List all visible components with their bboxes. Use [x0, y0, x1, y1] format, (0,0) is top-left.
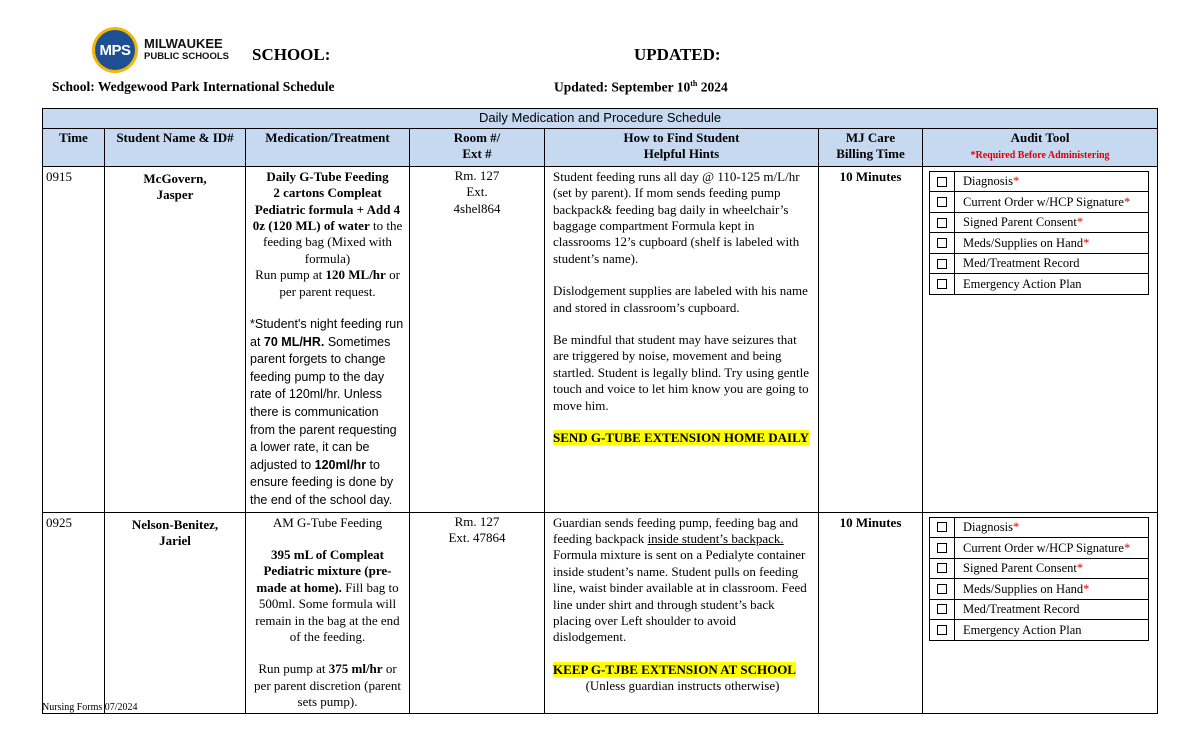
audit-label: Signed Parent Consent [963, 215, 1077, 230]
row-billing-time: 10 Minutes [819, 512, 923, 713]
updated-date-line [554, 79, 728, 96]
pump-prefix: Run pump at [255, 267, 326, 283]
updated-label: UPDATED: [634, 45, 721, 64]
row-billing-time: 10 Minutes [819, 166, 923, 512]
col-medication: Medication/Treatment [246, 129, 410, 167]
med-bold: 395 mL of Compleat Pediatric mixture (pre-made at home). [256, 547, 392, 595]
row-hints [545, 512, 819, 713]
audit-item-treatment-record[interactable] [930, 600, 1148, 621]
mps-logo-badge [92, 27, 138, 73]
audit-item-parent-consent[interactable] [930, 213, 1148, 234]
audit-item-meds-supplies[interactable] [930, 233, 1148, 254]
checkbox-icon[interactable] [937, 604, 947, 614]
note-rate1: 70 ML/HR. [263, 334, 325, 349]
audit-label: Meds/Supplies on Hand [963, 235, 1084, 250]
med-pump [250, 267, 405, 300]
required-star: * [1076, 215, 1084, 230]
med-bold: 2 cartons Compleat Pediatric formula + Add 4 0z (120 ML) of water [252, 185, 401, 234]
note-part3: to ensure feeding is done by the end of the school day. [250, 457, 394, 507]
hint-highlight [553, 430, 812, 446]
table-row [43, 166, 1158, 512]
student-last-name: Nelson-Benitez, [131, 516, 219, 532]
med-after-bold: to the feeding bag (Mixed with formula) [263, 218, 403, 266]
col-student-name: Student Name & ID# [105, 129, 246, 167]
audit-label: Signed Parent Consent [963, 561, 1077, 576]
hint-text: Guardian sends feeding pump, feeding bag and feeding backpack [553, 514, 799, 546]
checkbox-icon[interactable] [937, 197, 947, 207]
table-title: Daily Medication and Procedure Schedule [43, 109, 1158, 129]
audit-label: Diagnosis [963, 174, 1013, 189]
checkbox-icon[interactable] [937, 177, 947, 187]
school-name-line: School: Wedgewood Park International Schedule [52, 79, 335, 94]
checkbox-icon[interactable] [937, 584, 947, 594]
row-audit-tool [923, 512, 1158, 713]
audit-checklist [929, 171, 1149, 295]
audit-label: Emergency Action Plan [963, 622, 1082, 637]
required-star: * [1083, 581, 1090, 596]
checkbox-icon[interactable] [937, 625, 947, 635]
medication-schedule-table [42, 108, 1158, 714]
updated-date-prefix: Updated: September 10 [554, 79, 691, 95]
audit-item-diagnosis[interactable] [930, 172, 1148, 193]
audit-label: Emergency Action Plan [963, 276, 1082, 291]
audit-item-emergency-plan[interactable] [930, 274, 1148, 295]
audit-item-treatment-record[interactable] [930, 254, 1148, 275]
hint-underlined: inside student’s backpack. [647, 531, 784, 546]
row-student-name [105, 512, 246, 713]
footer-form-id: Nursing Forms 07/2024 [42, 702, 138, 713]
med-instructions [250, 185, 405, 267]
audit-checklist [929, 517, 1149, 641]
audit-label: Meds/Supplies on Hand [963, 581, 1084, 596]
audit-item-diagnosis[interactable] [930, 518, 1148, 539]
required-star: * [1123, 194, 1131, 209]
checkbox-icon[interactable] [937, 543, 947, 553]
col-room-line1: Room #/ [453, 130, 501, 145]
row-student-name [105, 166, 246, 512]
school-label: SCHOOL: [252, 45, 331, 64]
required-star: * [1083, 235, 1090, 250]
col-hints-line1: How to Find Student [623, 130, 740, 145]
required-star: * [1123, 540, 1131, 555]
pump-prefix: Run pump at [258, 661, 329, 677]
note-rate2: 120ml/hr [314, 457, 367, 472]
row-room [410, 512, 545, 713]
logo-line-1: MILWAUKEE [144, 36, 223, 51]
col-billing-line1: MJ Care [845, 130, 896, 145]
note-part1: *Student's night feeding run at [250, 317, 404, 349]
hint-paragraph [553, 515, 812, 646]
audit-label: Current Order w/HCP Signature [963, 194, 1124, 209]
mps-logo-badge-text: MPS [95, 30, 135, 70]
col-billing [819, 129, 923, 167]
hint-highlight-text: SEND G-TUBE EXTENSION HOME DAILY [553, 430, 809, 446]
med-title: AM G-Tube Feeding [272, 514, 383, 530]
col-audit [923, 129, 1158, 167]
hint-paragraph: Student feeding runs all day @ 110-125 m/L/hr (set by parent). If mom sends feeding pump backpack& feeding bag daily in wheelchair’s baggage compartment Formula kept in classrooms 12’s cupboard (shelf is labeled with student’s name). [553, 168, 800, 266]
audit-item-parent-consent[interactable] [930, 559, 1148, 580]
pump-suffix: or per parent discretion (parent sets pump). [254, 661, 401, 710]
row-medication [246, 512, 410, 713]
audit-item-current-order[interactable] [930, 192, 1148, 213]
med-title: Daily G-Tube Feeding [266, 168, 389, 184]
row-time: 0925 [43, 512, 105, 713]
hint-highlight [553, 662, 812, 678]
room-number: Rm. 127 [454, 167, 500, 183]
table-row [43, 512, 1158, 713]
med-instructions [250, 547, 405, 645]
updated-date-sup: th [690, 79, 698, 88]
row-time: 0915 [43, 166, 105, 512]
checkbox-icon[interactable] [937, 218, 947, 228]
hint-paragraph: Dislodgement supplies are labeled with his name and stored in classroom’s cupboard. [553, 283, 808, 315]
pump-suffix: or per parent request. [279, 267, 400, 299]
checkbox-icon[interactable] [937, 259, 947, 269]
required-star: * [1076, 561, 1084, 576]
updated-date-year: 2024 [697, 79, 728, 95]
checkbox-icon[interactable] [937, 522, 947, 532]
audit-item-meds-supplies[interactable] [930, 579, 1148, 600]
med-night-note [250, 316, 405, 510]
logo-line-2: PUBLIC SCHOOLS [144, 51, 229, 62]
col-room [410, 129, 545, 167]
student-first-name: Jasper [156, 187, 194, 203]
col-room-line2: Ext # [462, 146, 492, 162]
med-after-bold: Fill bag to 500ml. Some formula will remain in the bag at the end of the feeding. [255, 579, 400, 645]
audit-label: Med/Treatment Record [963, 602, 1080, 617]
med-pump [250, 661, 405, 710]
hint-paragraph: Be mindful that student may have seizures that are triggered by noise, movement and being startled. Student is legally blind. Try using gentle touch and voice to let him know you are going to move him. [553, 332, 810, 413]
room-ext-label: Ext. [466, 184, 488, 200]
col-audit-title: Audit Tool [1010, 130, 1070, 145]
col-audit-required-note: *Required Before Administering [970, 150, 1110, 162]
mps-logo-text [144, 37, 229, 63]
room-ext: 4shel864 [453, 200, 501, 216]
student-last-name: McGovern, [143, 170, 207, 186]
required-star: * [1013, 520, 1020, 535]
room-ext: Ext. 47864 [448, 530, 506, 545]
checkbox-icon[interactable] [937, 563, 947, 573]
required-star: * [1013, 174, 1020, 189]
pump-rate: 120 ML/hr [325, 267, 386, 283]
hint-text: Formula mixture is sent on a Pedialyte container inside student’s name. Student pulls on feeding line, waist binder available at in classroom. Feed line under shirt and through student’s back placing over Left shoulder to avoid dislodgement. [553, 547, 807, 645]
col-hints-line2: Helpful Hints [643, 146, 720, 162]
pump-rate: 375 ml/hr [328, 661, 383, 677]
row-medication [246, 166, 410, 512]
hint-paragraph: (Unless guardian instructs otherwise) [585, 678, 780, 694]
note-part2: Sometimes parent forgets to change feeding pump to the day rate of 120ml/hr. Unless there is communication from the parent requesting a lower rate, it can be adjusted to [250, 334, 397, 472]
row-room [410, 166, 545, 512]
room-number: Rm. 127 [454, 513, 500, 529]
audit-label: Current Order w/HCP Signature [963, 540, 1124, 555]
mps-logo [92, 27, 232, 79]
audit-item-current-order[interactable] [930, 538, 1148, 559]
audit-item-emergency-plan[interactable] [930, 620, 1148, 641]
checkbox-icon[interactable] [937, 279, 947, 289]
audit-label: Med/Treatment Record [963, 256, 1080, 271]
hint-highlight-text: KEEP G-TJBE EXTENSION AT SCHOOL [553, 661, 796, 677]
col-billing-line2: Billing Time [836, 146, 905, 162]
audit-label: Diagnosis [963, 520, 1013, 535]
checkbox-icon[interactable] [937, 238, 947, 248]
row-audit-tool [923, 166, 1158, 512]
col-time: Time [43, 129, 105, 167]
col-hints [545, 129, 819, 167]
row-hints [545, 166, 819, 512]
student-first-name: Jariel [159, 533, 191, 548]
column-headers [43, 129, 1158, 167]
